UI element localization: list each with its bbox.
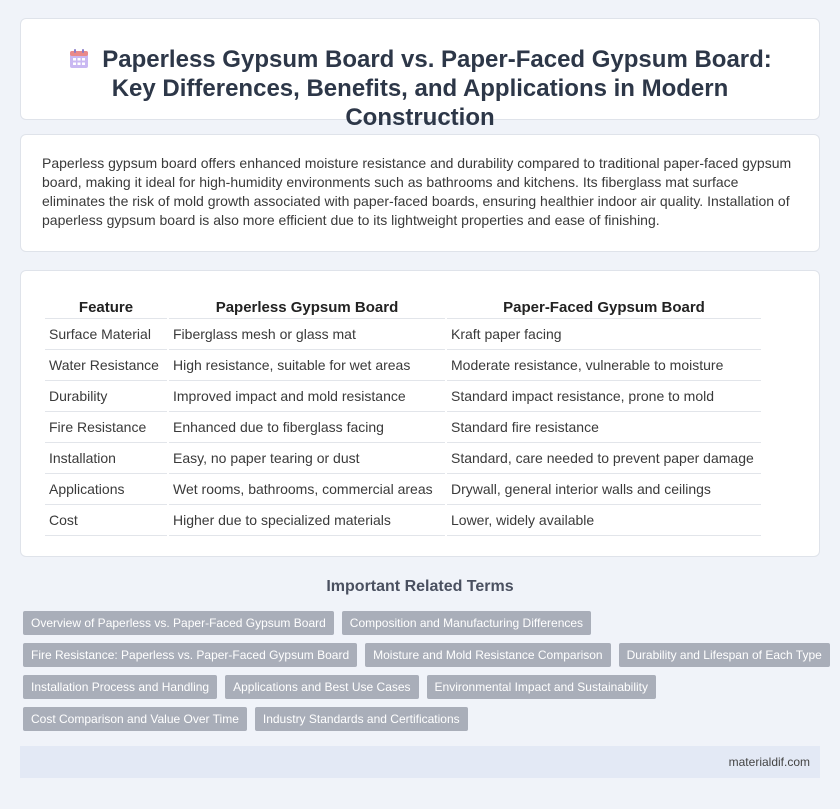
- intro-paragraph: Paperless gypsum board offers enhanced moisture resistance and durability compared to traditional paper-faced gypsum board, making it ideal for high-humidity environments such as bathrooms and kitchens. Its fiberglass mat surface eliminates the risk of mold growth associated with paper-faced boards, ensuring healthier indoor air quality. Installation of paperless gypsum board is also more efficient due to its lightweight properties and ease of finishing.: [42, 155, 792, 228]
- related-term-tag[interactable]: Fire Resistance: Paperless vs. Paper-Faced Gypsum Board: [23, 643, 357, 667]
- calendar-icon: [68, 48, 90, 70]
- table-row: [45, 474, 761, 505]
- footer-site-link[interactable]: materialdif.com: [728, 755, 810, 769]
- table-row: [45, 412, 761, 443]
- footer: [20, 746, 820, 778]
- related-term-tag[interactable]: Moisture and Mold Resistance Comparison: [365, 643, 610, 667]
- row-feature: Surface Material: [45, 319, 167, 350]
- comparison-card: [20, 270, 820, 557]
- related-term-tag[interactable]: Durability and Lifespan of Each Type: [619, 643, 830, 667]
- row-feature: Installation: [45, 443, 167, 474]
- tag-row: [23, 611, 823, 635]
- header-paper-faced: Paper-Faced Gypsum Board: [447, 295, 761, 319]
- tag-row: [23, 643, 823, 667]
- related-terms-heading: Important Related Terms: [326, 578, 514, 595]
- row-paperless: Easy, no paper tearing or dust: [169, 443, 445, 474]
- row-paperless: High resistance, suitable for wet areas: [169, 350, 445, 381]
- row-paperless: Enhanced due to fiberglass facing: [169, 412, 445, 443]
- row-feature: Fire Resistance: [45, 412, 167, 443]
- intro-card: [20, 134, 820, 252]
- page-title: [21, 45, 819, 132]
- related-term-tag[interactable]: Composition and Manufacturing Differences: [342, 611, 591, 635]
- related-term-tag[interactable]: Applications and Best Use Cases: [225, 675, 418, 699]
- related-term-tag[interactable]: Industry Standards and Certifications: [255, 707, 468, 731]
- row-paperless: Fiberglass mesh or glass mat: [169, 319, 445, 350]
- row-feature: Cost: [45, 505, 167, 536]
- page-title-text: Paperless Gypsum Board vs. Paper-Faced Gypsum Board: Key Differences, Benefits, and Applications in Modern Construction: [102, 46, 772, 131]
- row-feature: Water Resistance: [45, 350, 167, 381]
- table-row: [45, 443, 761, 474]
- row-paperless: Higher due to specialized materials: [169, 505, 445, 536]
- header-paperless: Paperless Gypsum Board: [169, 295, 445, 319]
- row-paper-faced: Lower, widely available: [447, 505, 761, 536]
- row-paperless: Improved impact and mold resistance: [169, 381, 445, 412]
- table-header-row: [45, 295, 761, 319]
- row-paper-faced: Moderate resistance, vulnerable to moisture: [447, 350, 761, 381]
- related-terms-tags: [23, 611, 823, 739]
- row-feature: Applications: [45, 474, 167, 505]
- title-card: [20, 18, 820, 131]
- row-feature: Durability: [45, 381, 167, 412]
- row-paper-faced: Drywall, general interior walls and ceilings: [447, 474, 761, 505]
- row-paperless: Wet rooms, bathrooms, commercial areas: [169, 474, 445, 505]
- comparison-table: [43, 295, 763, 536]
- table-row: [45, 350, 761, 381]
- tag-row: [23, 707, 823, 731]
- tag-row: [23, 675, 823, 699]
- related-term-tag[interactable]: Overview of Paperless vs. Paper-Faced Gypsum Board: [23, 611, 334, 635]
- row-paper-faced: Kraft paper facing: [447, 319, 761, 350]
- row-paper-faced: Standard impact resistance, prone to mold: [447, 381, 761, 412]
- row-paper-faced: Standard, care needed to prevent paper damage: [447, 443, 761, 474]
- related-term-tag[interactable]: Cost Comparison and Value Over Time: [23, 707, 247, 731]
- row-paper-faced: Standard fire resistance: [447, 412, 761, 443]
- header-feature: Feature: [45, 295, 167, 319]
- table-row: [45, 381, 761, 412]
- table-row: [45, 505, 761, 536]
- related-term-tag[interactable]: Installation Process and Handling: [23, 675, 217, 699]
- related-term-tag[interactable]: Environmental Impact and Sustainability: [427, 675, 656, 699]
- table-row: [45, 319, 761, 350]
